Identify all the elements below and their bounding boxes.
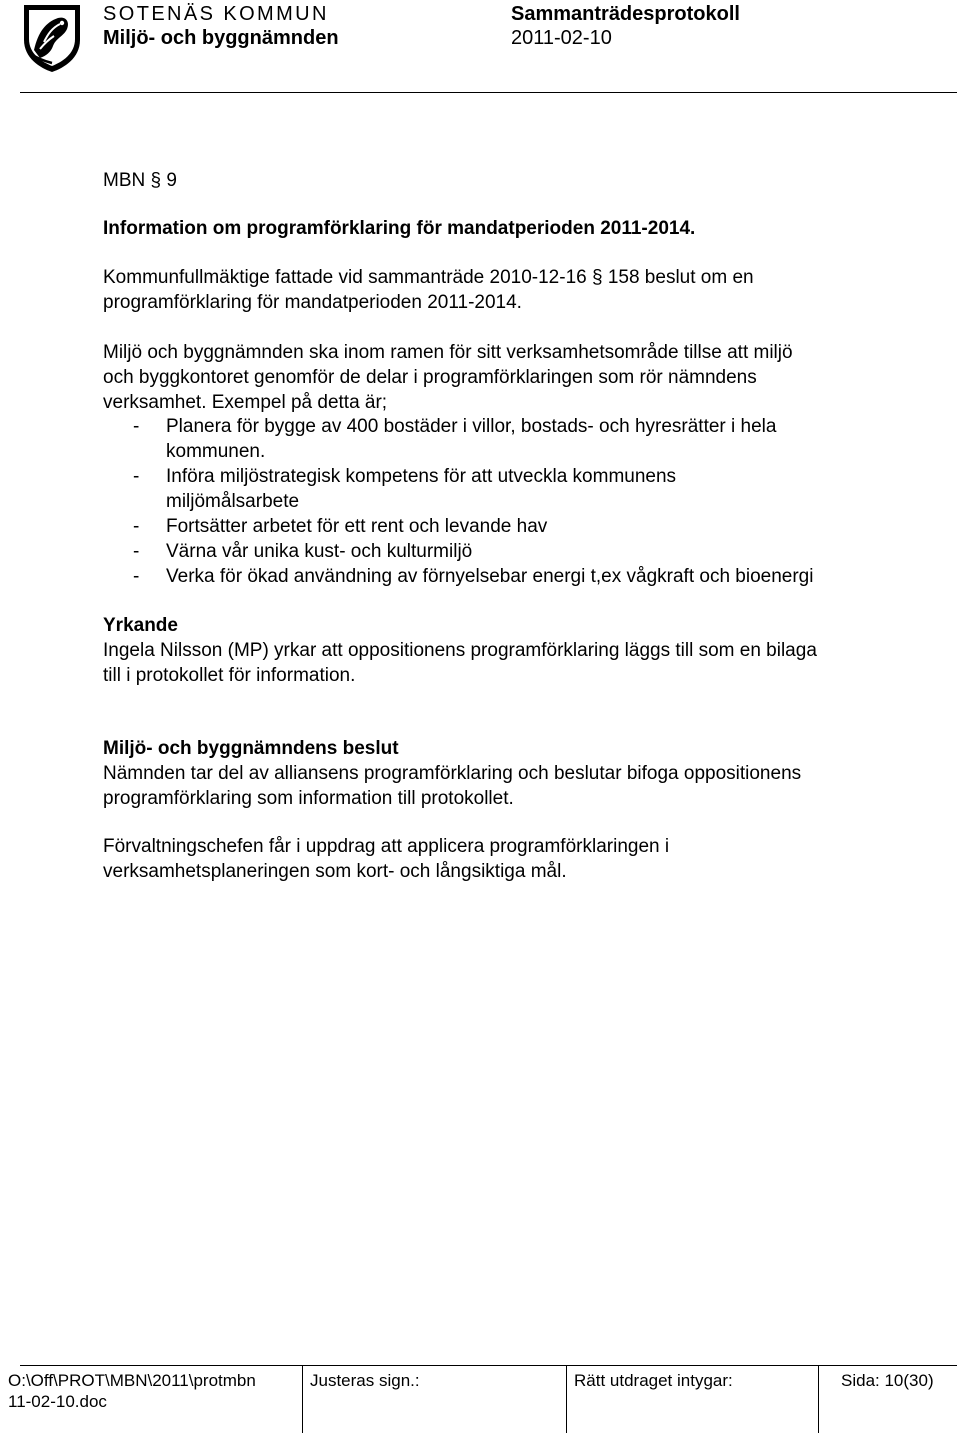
justeras-signature-label: Justeras sign.: bbox=[310, 1371, 420, 1390]
decision-line: verksamhetsplaneringen som kort- och långsiktiga mål. bbox=[103, 861, 567, 882]
decision-heading: Miljö- och byggnämndens beslut bbox=[103, 738, 399, 759]
bullet-marker: - bbox=[133, 416, 140, 437]
yrkande-line: Ingela Nilsson (MP) yrkar att oppositionens programförklaring läggs till som en bilaga bbox=[103, 640, 817, 661]
certification-label: Rätt utdraget intygar: bbox=[574, 1371, 733, 1390]
meeting-date: 2011-02-10 bbox=[511, 27, 612, 49]
file-name: 11-02-10.doc bbox=[8, 1392, 107, 1411]
header-rule bbox=[20, 92, 957, 93]
document-type: Sammanträdesprotokoll bbox=[511, 3, 740, 25]
coat-of-arms-icon bbox=[20, 2, 84, 74]
bullet-marker: - bbox=[133, 516, 140, 537]
footer-divider bbox=[566, 1366, 567, 1433]
decision-line: Förvaltningschefen får i uppdrag att applicera programförklaringen i bbox=[103, 836, 670, 857]
footer-divider bbox=[818, 1366, 819, 1433]
file-path: O:\Off\PROT\MBN\2011\protmbn bbox=[8, 1371, 256, 1390]
bullet-text: Planera för bygge av 400 bostäder i villor, bostads- och hyresrätter i hela bbox=[166, 416, 777, 437]
footer-rule bbox=[20, 1365, 957, 1366]
body-line: Miljö och byggnämnden ska inom ramen för sitt verksamhetsområde tillse att miljö bbox=[103, 342, 793, 363]
municipality-name: SOTENÄS KOMMUN bbox=[103, 3, 329, 25]
bullet-text: Fortsätter arbetet för ett rent och levande hav bbox=[166, 516, 548, 537]
bullet-marker: - bbox=[133, 541, 140, 562]
decision-line: Nämnden tar del av alliansens programförklaring och beslutar bifoga oppositionens bbox=[103, 763, 802, 784]
committee-name: Miljö- och byggnämnden bbox=[103, 27, 339, 49]
section-title: Information om programförklaring för mandatperioden 2011-2014. bbox=[103, 218, 696, 239]
bullet-text: Värna vår unika kust- och kulturmiljö bbox=[166, 541, 473, 562]
bullet-marker: - bbox=[133, 466, 140, 487]
section-number: MBN § 9 bbox=[103, 170, 177, 191]
bullet-text: Verka för ökad användning av förnyelsebar energi t,ex vågkraft och bioenergi bbox=[166, 566, 814, 587]
decision-line: programförklaring som information till protokollet. bbox=[103, 788, 514, 809]
yrkande-heading: Yrkande bbox=[103, 615, 178, 636]
footer-divider bbox=[302, 1366, 303, 1433]
bullet-text: miljömålsarbete bbox=[166, 491, 300, 512]
intro-line: Kommunfullmäktige fattade vid sammanträde 2010-12-16 § 158 beslut om en bbox=[103, 267, 754, 288]
intro-line: programförklaring för mandatperioden 2011-2014. bbox=[103, 292, 522, 313]
body-line: och byggkontoret genomför de delar i programförklaringen som rör nämndens bbox=[103, 367, 757, 388]
body-line: verksamhet. Exempel på detta är; bbox=[103, 392, 388, 413]
page-number: Sida: 10(30) bbox=[841, 1371, 934, 1390]
bullet-text: kommunen. bbox=[166, 441, 266, 462]
bullet-text: Införa miljöstrategisk kompetens för att utveckla kommunens bbox=[166, 466, 677, 487]
yrkande-line: till i protokollet för information. bbox=[103, 665, 356, 686]
bullet-marker: - bbox=[133, 566, 140, 587]
